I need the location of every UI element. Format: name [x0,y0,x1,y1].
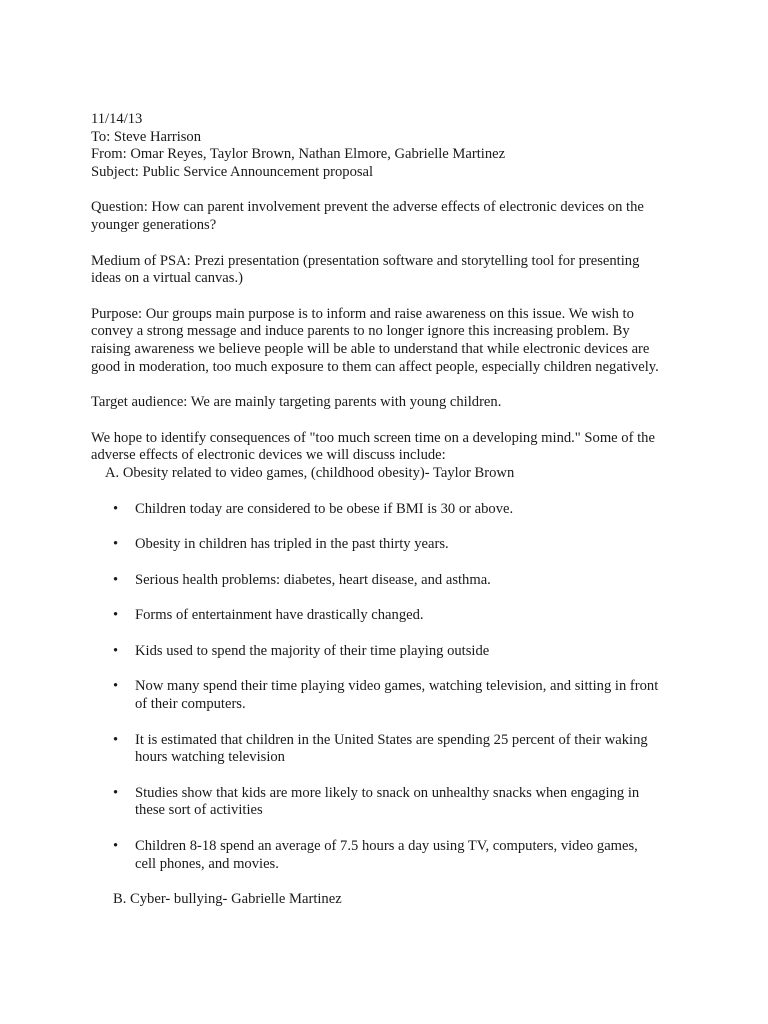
bullet-item [91,785,691,820]
memo-subject: Subject: Public Service Announcement proposal [91,163,374,180]
purpose-paragraph [91,306,691,376]
section-b-heading: B. Cyber- bullying- Gabrielle Martinez [113,891,342,908]
bullet-item [91,732,691,767]
bullet-item [91,572,691,590]
bullet-item [91,678,691,713]
bullet-text-line: Children 8-18 spend an average of 7.5 hours a day using TV, computers, video games, [135,838,638,855]
bullet-text-line: cell phones, and movies. [135,855,279,872]
bullet-glyph: • [113,642,119,659]
bullet-glyph: • [113,678,119,695]
question-line: younger generations? [91,216,217,233]
bullet-glyph: • [113,607,119,624]
audience-paragraph [91,394,691,412]
bullet-item [91,607,691,625]
bullet-glyph: • [113,784,119,801]
bullet-text-line: Kids used to spend the majority of their time playing outside [135,642,490,659]
purpose-line: good in moderation, too much exposure to them can affect people, especially children negatively. [91,358,659,375]
purpose-line: Purpose: Our groups main purpose is to inform and raise awareness on this issue. We wish to [91,305,634,322]
intro-line: We hope to identify consequences of "too much screen time on a developing mind." Some of the [91,429,655,446]
purpose-line: convey a strong message and induce parents to no longer ignore this increasing problem. By [91,323,630,340]
medium-line: Medium of PSA: Prezi presentation (presentation software and storytelling tool for presenting [91,252,640,269]
bullet-text-line: Studies show that kids are more likely to snack on unhealthy snacks when engaging in [135,784,640,801]
bullet-text-line: It is estimated that children in the United States are spending 25 percent of their waking [135,731,648,748]
bullet-item [91,501,691,519]
bullet-text-line: Forms of entertainment have drastically changed. [135,607,424,624]
bullet-text-line: Children today are considered to be obese if BMI is 30 or above. [135,500,514,517]
bullet-glyph: • [113,536,119,553]
memo-header [91,111,691,181]
section-a-bullet-list [91,501,691,874]
audience-line: Target audience: We are mainly targeting parents with young children. [91,394,502,411]
bullet-item [91,536,691,554]
bullet-text-line: these sort of activities [135,802,263,819]
document-page [91,111,691,909]
intro-paragraph [91,430,691,465]
bullet-item [91,838,691,873]
bullet-glyph: • [113,838,119,855]
bullet-text-line: Serious health problems: diabetes, heart disease, and asthma. [135,571,491,588]
question-paragraph [91,199,691,234]
purpose-line: raising awareness we believe people will be able to understand that while electronic devices are [91,340,650,357]
bullet-item [91,643,691,661]
question-line: Question: How can parent involvement prevent the adverse effects of electronic devices on the [91,199,644,216]
bullet-glyph: • [113,571,119,588]
memo-from: From: Omar Reyes, Taylor Brown, Nathan Elmore, Gabrielle Martinez [91,146,506,163]
intro-line: adverse effects of electronic devices we will discuss include: [91,447,446,464]
section-a-heading: A. Obesity related to video games, (childhood obesity)- Taylor Brown [105,464,515,481]
medium-line: ideas on a virtual canvas.) [91,270,243,287]
memo-date: 11/14/13 [91,111,143,127]
memo-to: To: Steve Harrison [91,128,202,145]
bullet-text-line: hours watching television [135,749,285,766]
bullet-glyph: • [113,500,119,517]
bullet-text-line: Now many spend their time playing video games, watching television, and sitting in front [135,678,659,695]
bullet-text-line: Obesity in children has tripled in the past thirty years. [135,536,449,553]
bullet-glyph: • [113,731,119,748]
bullet-text-line: of their computers. [135,696,246,713]
medium-paragraph [91,253,691,288]
